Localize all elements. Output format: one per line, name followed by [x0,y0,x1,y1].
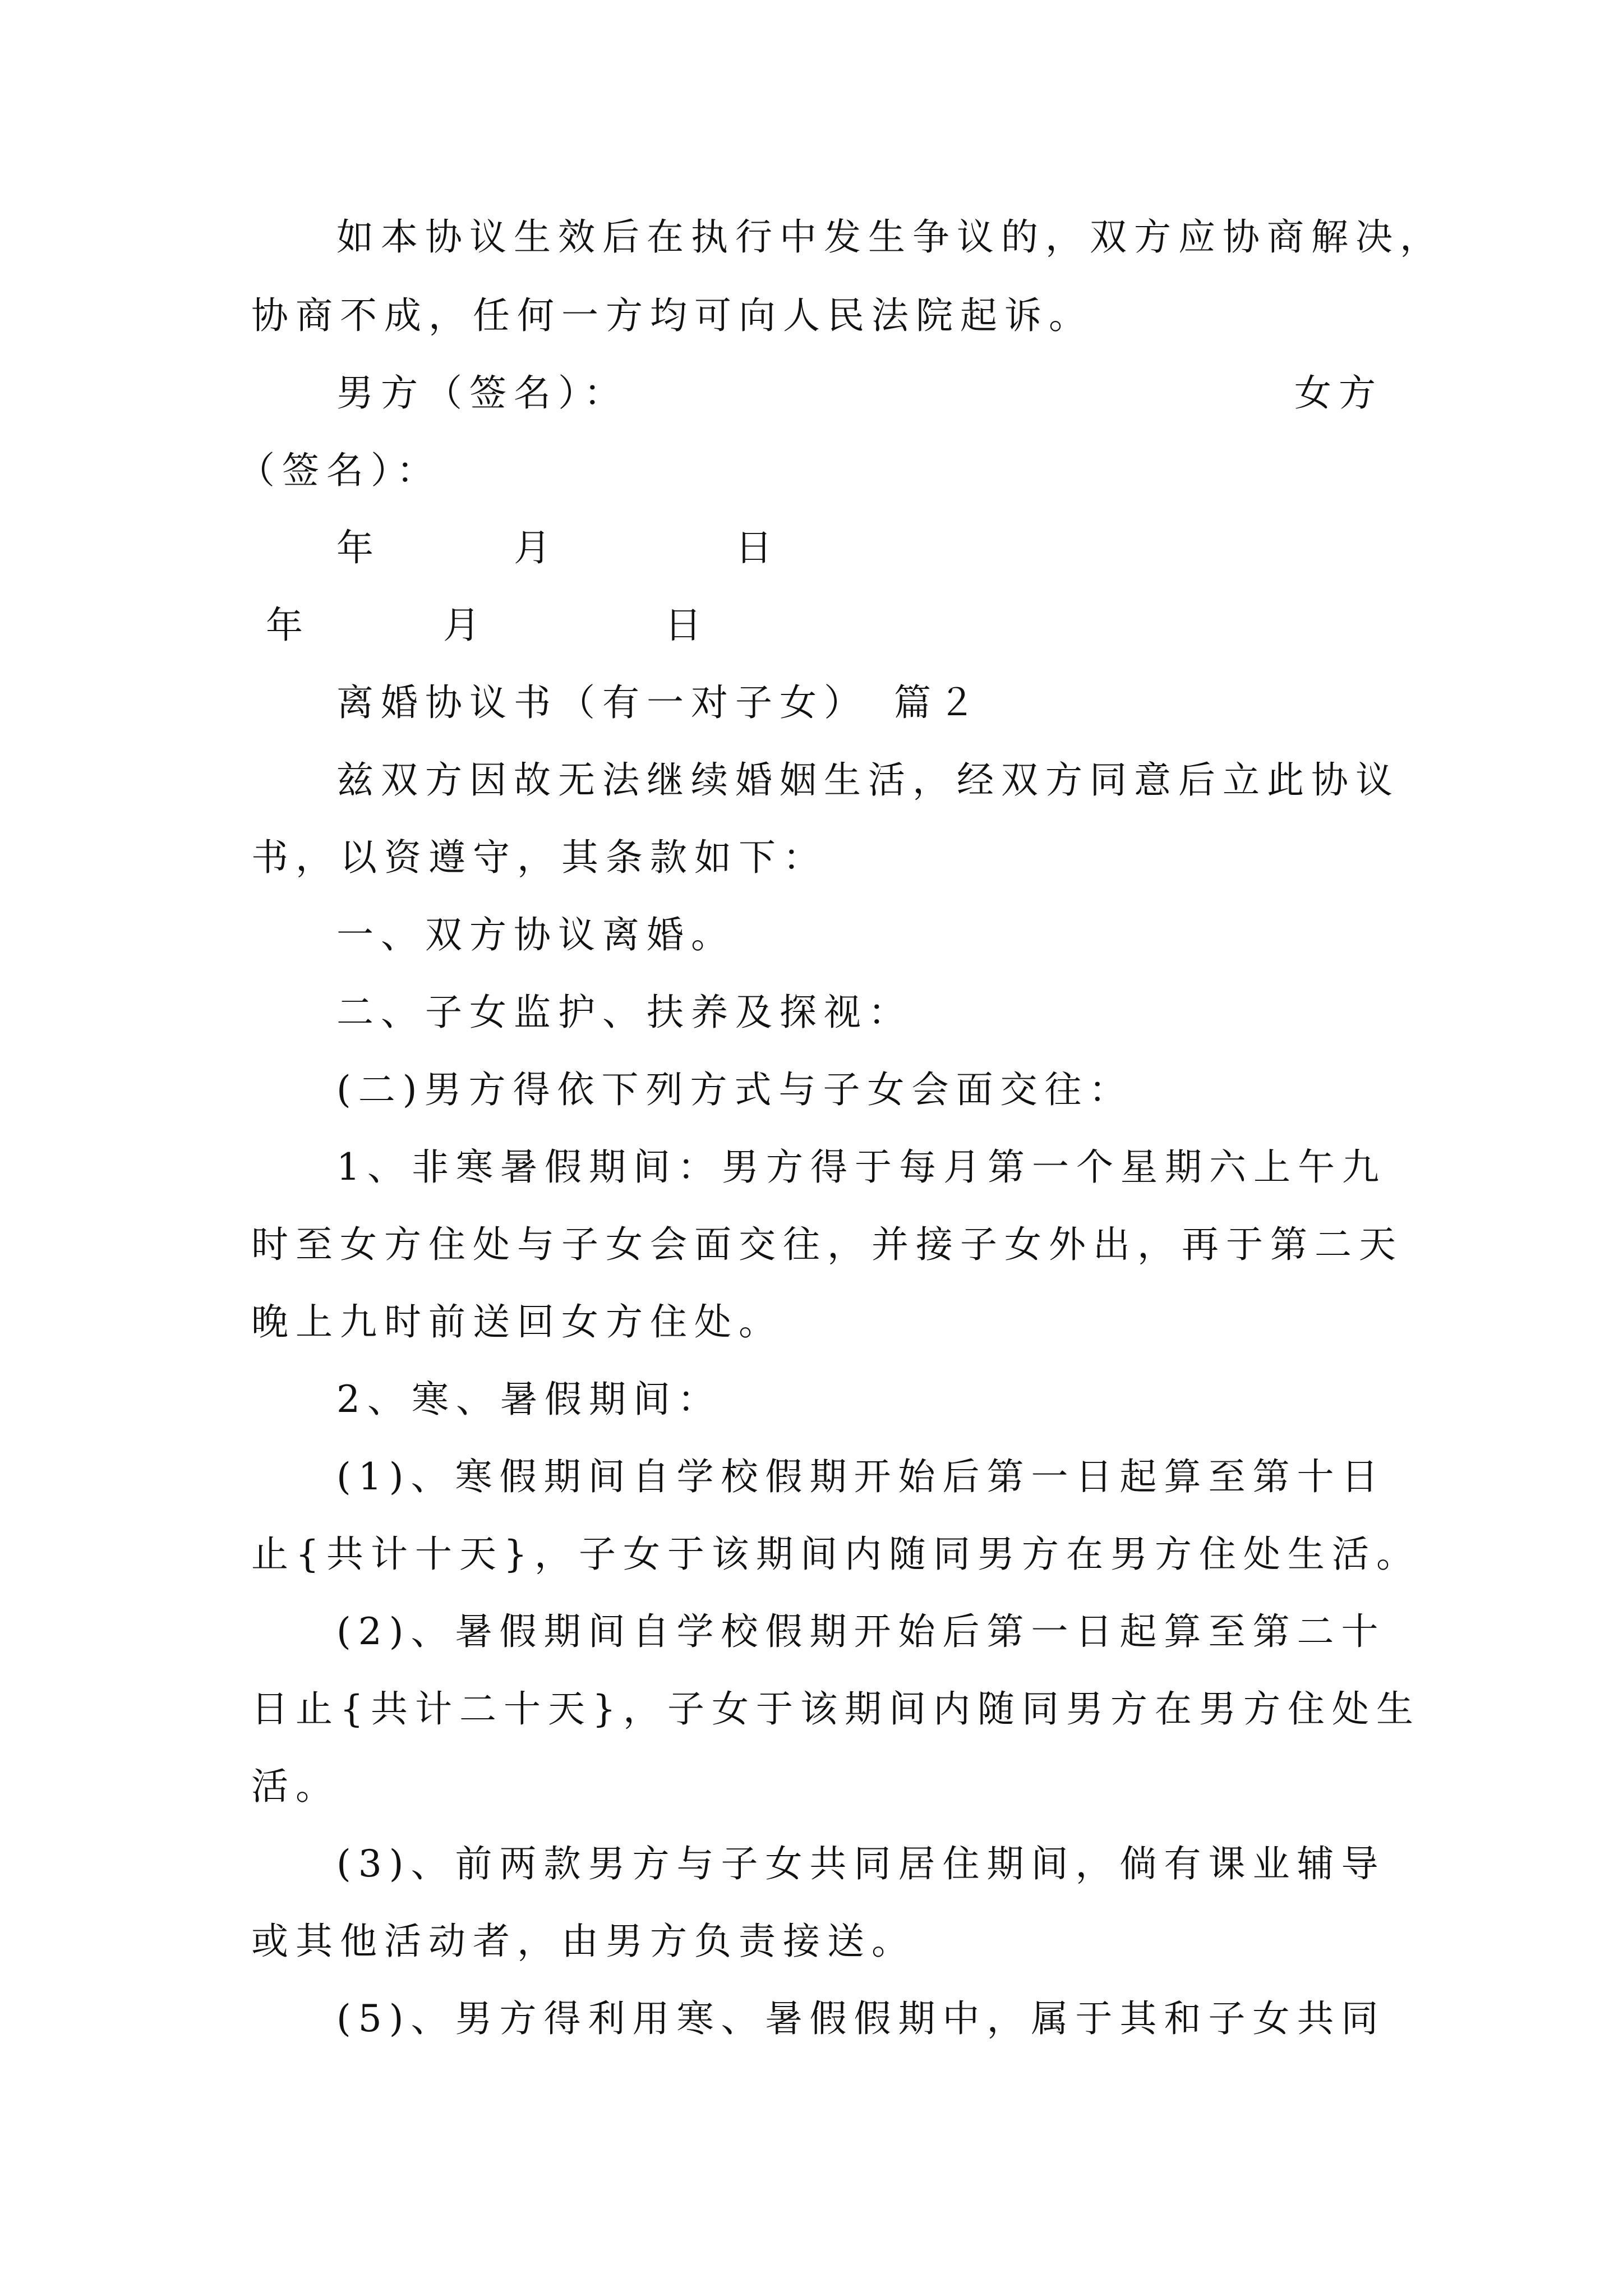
signature-label-female: 女方 [1294,371,1383,415]
text-line: 兹双方因故无法继续婚姻生活，经双方同意后立此协议 [336,758,1400,802]
text-line: 止{共计十天}，子女于该期间内随同男方在男方住处生活。 [251,1533,1421,1576]
section-heading: 离婚协议书（有一对子女） 篇２ [336,681,983,724]
text-line: 协商不成，任何一方均可向人民法院起诉。 [251,294,1093,337]
text-line: （签名）： [238,449,441,492]
text-line: (2)、暑假期间自学校假期开始后第一日起算至第二十 [336,1610,1386,1653]
text-line: 二、子女监护、扶养及探视： [336,991,912,1034]
text-line: 书，以资遵守，其条款如下： [251,836,827,879]
signature-label-male: 男方（签名）： [336,371,628,415]
text-line: 2、寒、暑假期间： [336,1378,722,1421]
text-line: 一、双方协议离婚。 [336,913,735,956]
text-line: 时至女方住处与子女会面交往，并接子女外出，再于第二天 [251,1223,1403,1266]
text-line: (二)男方得依下列方式与子女会面交往： [336,1068,1133,1111]
text-line: 活。 [251,1765,340,1808]
date-line: 年 月 日 [266,604,709,647]
date-line: 年 月 日 [336,526,780,569]
text-line: (3)、前两款男方与子女共同居住期间，倘有课业辅导 [336,1842,1386,1885]
text-line: 1、非寒暑假期间：男方得于每月第一个星期六上午九 [336,1145,1386,1189]
text-line: (5)、男方得利用寒、暑假假期中，属于其和子女共同 [336,1997,1386,2040]
text-line: 日止{共计二十天}，子女于该期间内随同男方在男方住处生 [251,1687,1421,1731]
text-line: 晚上九时前送回女方住处。 [251,1300,783,1343]
text-line: 或其他活动者，由男方负责接送。 [251,1920,916,1963]
text-line: (1)、寒假期间自学校假期开始后第一日起算至第十日 [336,1455,1386,1498]
text-line: 如本协议生效后在执行中发生争议的，双方应协商解决， [336,215,1444,259]
